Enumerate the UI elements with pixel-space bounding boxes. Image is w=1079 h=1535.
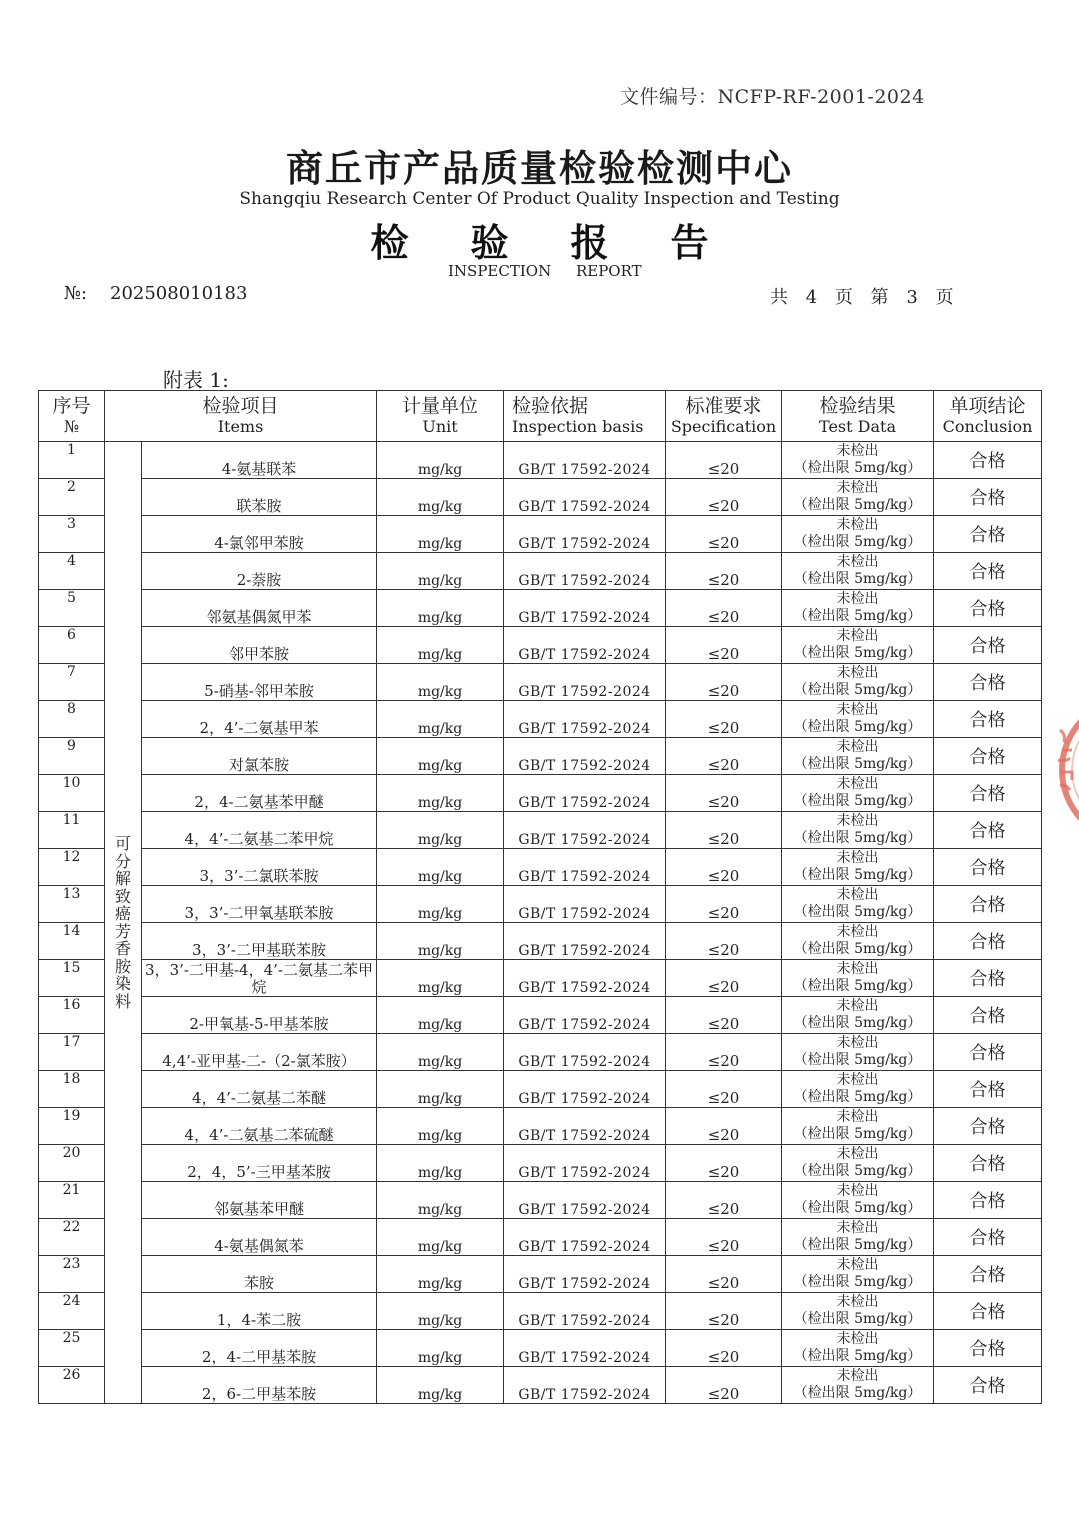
header-items: 检验项目 Items xyxy=(105,391,377,442)
spec-cell: ≤20 xyxy=(666,849,782,886)
detection-limit: （检出限 5mg/kg） xyxy=(793,867,922,883)
result-value: 未检出 xyxy=(836,998,879,1014)
spec-cell: ≤20 xyxy=(666,886,782,923)
organization-name-cn: 商丘市产品质量检验检测中心 xyxy=(286,146,793,190)
unit-cell: mg/kg xyxy=(377,479,504,516)
category-char: 癌 xyxy=(114,904,131,923)
result-cell xyxy=(782,1219,934,1256)
detection-limit: （检出限 5mg/kg） xyxy=(793,608,922,624)
result-value: 未检出 xyxy=(836,443,879,459)
spec-cell: ≤20 xyxy=(666,1367,782,1404)
unit-cell: mg/kg xyxy=(377,960,504,997)
conclusion-cell: 合格 xyxy=(934,775,1042,812)
table-row xyxy=(39,1145,1042,1182)
table-row xyxy=(39,1108,1042,1145)
conclusion-cell: 合格 xyxy=(934,886,1042,923)
basis-cell: GB/T 17592-2024 xyxy=(504,775,666,812)
conclusion-cell: 合格 xyxy=(934,1182,1042,1219)
unit-cell: mg/kg xyxy=(377,1256,504,1293)
row-number: 4 xyxy=(39,553,105,590)
table-row xyxy=(39,1330,1042,1367)
conclusion-cell: 合格 xyxy=(934,1256,1042,1293)
spec-cell: ≤20 xyxy=(666,590,782,627)
row-number: 18 xyxy=(39,1071,105,1108)
row-number: 1 xyxy=(39,442,105,479)
conclusion-cell: 合格 xyxy=(934,923,1042,960)
table-row xyxy=(39,886,1042,923)
detection-limit: （检出限 5mg/kg） xyxy=(793,682,922,698)
basis-cell: GB/T 17592-2024 xyxy=(504,738,666,775)
result-cell xyxy=(782,627,934,664)
result-value: 未检出 xyxy=(836,1331,879,1347)
result-cell xyxy=(782,1256,934,1293)
spec-cell: ≤20 xyxy=(666,664,782,701)
header-spec: 标准要求 Specification xyxy=(666,391,782,442)
basis-cell: GB/T 17592-2024 xyxy=(504,442,666,479)
category-char: 可 xyxy=(114,834,131,853)
spec-cell: ≤20 xyxy=(666,701,782,738)
row-number: 11 xyxy=(39,812,105,849)
unit-cell: mg/kg xyxy=(377,1182,504,1219)
unit-cell: mg/kg xyxy=(377,516,504,553)
result-cell xyxy=(782,479,934,516)
unit-cell: mg/kg xyxy=(377,664,504,701)
unit-cell: mg/kg xyxy=(377,738,504,775)
inspection-table xyxy=(38,390,1042,1404)
table-row xyxy=(39,775,1042,812)
spec-cell: ≤20 xyxy=(666,516,782,553)
result-value: 未检出 xyxy=(836,517,879,533)
conclusion-cell: 合格 xyxy=(934,1145,1042,1182)
spec-cell: ≤20 xyxy=(666,812,782,849)
header-basis: 检验依据 Inspection basis xyxy=(504,391,666,442)
unit-cell: mg/kg xyxy=(377,1034,504,1071)
result-value: 未检出 xyxy=(836,480,879,496)
result-value: 未检出 xyxy=(836,1072,879,1088)
appendix-label: 附表 1: xyxy=(163,368,229,392)
unit-cell: mg/kg xyxy=(377,1293,504,1330)
item-name: 2，4-二氨基苯甲醚 xyxy=(142,775,377,812)
detection-limit: （检出限 5mg/kg） xyxy=(793,497,922,513)
unit-cell: mg/kg xyxy=(377,886,504,923)
unit-cell: mg/kg xyxy=(377,997,504,1034)
conclusion-cell: 合格 xyxy=(934,553,1042,590)
basis-cell: GB/T 17592-2024 xyxy=(504,701,666,738)
row-number: 13 xyxy=(39,886,105,923)
conclusion-cell: 合格 xyxy=(934,1108,1042,1145)
unit-cell: mg/kg xyxy=(377,849,504,886)
detection-limit: （检出限 5mg/kg） xyxy=(793,571,922,587)
result-value: 未检出 xyxy=(836,665,879,681)
detection-limit: （检出限 5mg/kg） xyxy=(793,941,922,957)
category-char: 料 xyxy=(114,991,131,1011)
basis-cell: GB/T 17592-2024 xyxy=(504,1034,666,1071)
basis-cell: GB/T 17592-2024 xyxy=(504,664,666,701)
basis-cell: GB/T 17592-2024 xyxy=(504,1219,666,1256)
detection-limit: （检出限 5mg/kg） xyxy=(793,1274,922,1290)
row-number: 9 xyxy=(39,738,105,775)
title-char: 告 xyxy=(670,220,709,265)
conclusion-cell: 合格 xyxy=(934,997,1042,1034)
basis-cell: GB/T 17592-2024 xyxy=(504,1330,666,1367)
result-value: 未检出 xyxy=(836,1220,879,1236)
item-name: 3，3’-二甲氧基联苯胺 xyxy=(142,886,377,923)
page-info: 共 4 页 第 3 页 xyxy=(770,287,954,308)
result-cell xyxy=(782,1330,934,1367)
detection-limit: （检出限 5mg/kg） xyxy=(793,756,922,772)
basis-cell: GB/T 17592-2024 xyxy=(504,1182,666,1219)
conclusion-cell: 合格 xyxy=(934,479,1042,516)
detection-limit: （检出限 5mg/kg） xyxy=(793,1126,922,1142)
item-name: 5-硝基-邻甲苯胺 xyxy=(142,664,377,701)
result-value: 未检出 xyxy=(836,1146,879,1162)
row-number: 25 xyxy=(39,1330,105,1367)
title-char: 报 xyxy=(570,220,609,265)
row-number: 10 xyxy=(39,775,105,812)
row-number: 6 xyxy=(39,627,105,664)
spec-cell: ≤20 xyxy=(666,923,782,960)
row-number: 8 xyxy=(39,701,105,738)
detection-limit: （检出限 5mg/kg） xyxy=(793,1089,922,1105)
conclusion-cell: 合格 xyxy=(934,442,1042,479)
result-value: 未检出 xyxy=(836,813,879,829)
basis-cell: GB/T 17592-2024 xyxy=(504,886,666,923)
table-row xyxy=(39,812,1042,849)
result-value: 未检出 xyxy=(836,887,879,903)
result-value: 未检出 xyxy=(836,961,879,977)
result-value: 未检出 xyxy=(836,924,879,940)
item-name: 3，3’-二甲基联苯胺 xyxy=(142,923,377,960)
result-value: 未检出 xyxy=(836,1183,879,1199)
result-value: 未检出 xyxy=(836,739,879,755)
title-char: 验 xyxy=(470,220,509,265)
result-cell xyxy=(782,1145,934,1182)
item-name: 4，4’-二氨基二苯醚 xyxy=(142,1071,377,1108)
detection-limit: （检出限 5mg/kg） xyxy=(793,830,922,846)
result-value: 未检出 xyxy=(836,628,879,644)
result-cell xyxy=(782,553,934,590)
conclusion-cell: 合格 xyxy=(934,701,1042,738)
row-number: 5 xyxy=(39,590,105,627)
detection-limit: （检出限 5mg/kg） xyxy=(793,1015,922,1031)
basis-cell: GB/T 17592-2024 xyxy=(504,1293,666,1330)
spec-cell: ≤20 xyxy=(666,775,782,812)
report-title-en: INSPECTION REPORT xyxy=(448,262,642,280)
row-number: 7 xyxy=(39,664,105,701)
row-number: 16 xyxy=(39,997,105,1034)
unit-cell: mg/kg xyxy=(377,1330,504,1367)
unit-cell: mg/kg xyxy=(377,1219,504,1256)
unit-cell: mg/kg xyxy=(377,590,504,627)
row-number: 3 xyxy=(39,516,105,553)
unit-cell: mg/kg xyxy=(377,1071,504,1108)
result-value: 未检出 xyxy=(836,1257,879,1273)
table-row xyxy=(39,627,1042,664)
result-cell xyxy=(782,812,934,849)
table-row xyxy=(39,960,1042,997)
item-name: 4，4’-二氨基二苯硫醚 xyxy=(142,1108,377,1145)
detection-limit: （检出限 5mg/kg） xyxy=(793,1237,922,1253)
table-row xyxy=(39,701,1042,738)
item-name: 2，6-二甲基苯胺 xyxy=(142,1367,377,1404)
result-cell xyxy=(782,1034,934,1071)
row-number: 23 xyxy=(39,1256,105,1293)
table-row xyxy=(39,479,1042,516)
table-row xyxy=(39,1182,1042,1219)
result-cell xyxy=(782,664,934,701)
item-name: 4，4’-二氨基二苯甲烷 xyxy=(142,812,377,849)
spec-cell: ≤20 xyxy=(666,960,782,997)
basis-cell: GB/T 17592-2024 xyxy=(504,553,666,590)
table-row xyxy=(39,1256,1042,1293)
table-header-row xyxy=(39,391,1042,442)
item-name: 2-甲氧基-5-甲基苯胺 xyxy=(142,997,377,1034)
row-number: 21 xyxy=(39,1182,105,1219)
detection-limit: （检出限 5mg/kg） xyxy=(793,904,922,920)
row-number: 14 xyxy=(39,923,105,960)
unit-cell: mg/kg xyxy=(377,775,504,812)
result-value: 未检出 xyxy=(836,591,879,607)
conclusion-cell: 合格 xyxy=(934,664,1042,701)
header-result: 检验结果 Test Data xyxy=(782,391,934,442)
result-value: 未检出 xyxy=(836,554,879,570)
spec-cell: ≤20 xyxy=(666,442,782,479)
item-name: 邻氨基偶氮甲苯 xyxy=(142,590,377,627)
header-unit: 计量单位 Unit xyxy=(377,391,504,442)
result-value: 未检出 xyxy=(836,702,879,718)
basis-cell: GB/T 17592-2024 xyxy=(504,997,666,1034)
item-name: 邻氨基苯甲醚 xyxy=(142,1182,377,1219)
detection-limit: （检出限 5mg/kg） xyxy=(793,645,922,661)
conclusion-cell: 合格 xyxy=(934,960,1042,997)
header-no: 序号 № xyxy=(39,391,105,442)
category-label xyxy=(105,442,142,1404)
unit-cell: mg/kg xyxy=(377,1145,504,1182)
unit-cell: mg/kg xyxy=(377,923,504,960)
basis-cell: GB/T 17592-2024 xyxy=(504,1145,666,1182)
row-number: 20 xyxy=(39,1145,105,1182)
unit-cell: mg/kg xyxy=(377,553,504,590)
basis-cell: GB/T 17592-2024 xyxy=(504,812,666,849)
header-conclusion: 单项结论 Conclusion xyxy=(934,391,1042,442)
detection-limit: （检出限 5mg/kg） xyxy=(793,1163,922,1179)
result-cell xyxy=(782,997,934,1034)
conclusion-cell: 合格 xyxy=(934,1293,1042,1330)
result-cell xyxy=(782,849,934,886)
detection-limit: （检出限 5mg/kg） xyxy=(793,978,922,994)
unit-cell: mg/kg xyxy=(377,627,504,664)
spec-cell: ≤20 xyxy=(666,1293,782,1330)
category-char: 致 xyxy=(114,886,131,906)
detection-limit: （检出限 5mg/kg） xyxy=(793,534,922,550)
item-name: 苯胺 xyxy=(142,1256,377,1293)
basis-cell: GB/T 17592-2024 xyxy=(504,1367,666,1404)
basis-cell: GB/T 17592-2024 xyxy=(504,479,666,516)
conclusion-cell: 合格 xyxy=(934,1330,1042,1367)
detection-limit: （检出限 5mg/kg） xyxy=(793,1200,922,1216)
result-cell xyxy=(782,1108,934,1145)
basis-cell: GB/T 17592-2024 xyxy=(504,627,666,664)
result-cell xyxy=(782,1182,934,1219)
table-row xyxy=(39,1293,1042,1330)
table-row xyxy=(39,664,1042,701)
table-row xyxy=(39,1219,1042,1256)
conclusion-cell: 合格 xyxy=(934,627,1042,664)
row-number: 22 xyxy=(39,1219,105,1256)
spec-cell: ≤20 xyxy=(666,627,782,664)
basis-cell: GB/T 17592-2024 xyxy=(504,1256,666,1293)
result-cell xyxy=(782,701,934,738)
conclusion-cell: 合格 xyxy=(934,738,1042,775)
result-value: 未检出 xyxy=(836,1035,879,1051)
detection-limit: （检出限 5mg/kg） xyxy=(793,1052,922,1068)
spec-cell: ≤20 xyxy=(666,1108,782,1145)
result-cell xyxy=(782,886,934,923)
row-number: 19 xyxy=(39,1108,105,1145)
conclusion-cell: 合格 xyxy=(934,1367,1042,1404)
item-name: 4-氯邻甲苯胺 xyxy=(142,516,377,553)
spec-cell: ≤20 xyxy=(666,479,782,516)
item-name: 联苯胺 xyxy=(142,479,377,516)
category-char: 分 xyxy=(114,851,131,871)
basis-cell: GB/T 17592-2024 xyxy=(504,1071,666,1108)
spec-cell: ≤20 xyxy=(666,1256,782,1293)
category-char: 胺 xyxy=(114,956,131,976)
result-cell xyxy=(782,775,934,812)
basis-cell: GB/T 17592-2024 xyxy=(504,849,666,886)
unit-cell: mg/kg xyxy=(377,1108,504,1145)
conclusion-cell: 合格 xyxy=(934,849,1042,886)
unit-cell: mg/kg xyxy=(377,1367,504,1404)
spec-cell: ≤20 xyxy=(666,1145,782,1182)
spec-cell: ≤20 xyxy=(666,738,782,775)
report-number: 202508010183 xyxy=(110,283,248,304)
conclusion-cell: 合格 xyxy=(934,590,1042,627)
unit-cell: mg/kg xyxy=(377,442,504,479)
item-name: 2，4，5’-三甲基苯胺 xyxy=(142,1145,377,1182)
basis-cell: GB/T 17592-2024 xyxy=(504,1108,666,1145)
item-name: 2，4’-二氨基甲苯 xyxy=(142,701,377,738)
table-row xyxy=(39,997,1042,1034)
result-cell xyxy=(782,960,934,997)
item-name: 对氯苯胺 xyxy=(142,738,377,775)
item-name: 1，4-苯二胺 xyxy=(142,1293,377,1330)
result-cell xyxy=(782,1293,934,1330)
result-value: 未检出 xyxy=(836,850,879,866)
table-row xyxy=(39,590,1042,627)
table-row xyxy=(39,553,1042,590)
item-name: 邻甲苯胺 xyxy=(142,627,377,664)
category-char: 解 xyxy=(114,869,131,888)
spec-cell: ≤20 xyxy=(666,1034,782,1071)
category-char: 香 xyxy=(114,939,131,958)
row-number: 17 xyxy=(39,1034,105,1071)
conclusion-cell: 合格 xyxy=(934,1219,1042,1256)
basis-cell: GB/T 17592-2024 xyxy=(504,960,666,997)
row-number: 24 xyxy=(39,1293,105,1330)
item-name: 4-氨基联苯 xyxy=(142,442,377,479)
result-cell xyxy=(782,442,934,479)
basis-cell: GB/T 17592-2024 xyxy=(504,516,666,553)
report-number-label: №: xyxy=(64,283,88,304)
row-number: 15 xyxy=(39,960,105,997)
detection-limit: （检出限 5mg/kg） xyxy=(793,793,922,809)
result-cell xyxy=(782,738,934,775)
result-value: 未检出 xyxy=(836,1294,879,1310)
detection-limit: （检出限 5mg/kg） xyxy=(793,1385,922,1401)
table-row xyxy=(39,516,1042,553)
spec-cell: ≤20 xyxy=(666,1219,782,1256)
result-cell xyxy=(782,923,934,960)
row-number: 12 xyxy=(39,849,105,886)
detection-limit: （检出限 5mg/kg） xyxy=(793,1311,922,1327)
result-cell xyxy=(782,1367,934,1404)
table-row xyxy=(39,849,1042,886)
result-cell xyxy=(782,590,934,627)
table-row xyxy=(39,442,1042,479)
conclusion-cell: 合格 xyxy=(934,1071,1042,1108)
row-number: 26 xyxy=(39,1367,105,1404)
spec-cell: ≤20 xyxy=(666,997,782,1034)
conclusion-cell: 合格 xyxy=(934,812,1042,849)
item-name: 3，3’-二甲基-4，4’-二氨基二苯甲烷 xyxy=(142,960,377,997)
official-seal-stamp xyxy=(1054,690,1079,850)
result-value: 未检出 xyxy=(836,1368,879,1384)
unit-cell: mg/kg xyxy=(377,812,504,849)
item-name: 3，3’-二氯联苯胺 xyxy=(142,849,377,886)
result-value: 未检出 xyxy=(836,776,879,792)
detection-limit: （检出限 5mg/kg） xyxy=(793,719,922,735)
result-cell xyxy=(782,516,934,553)
category-char: 芳 xyxy=(114,921,131,941)
spec-cell: ≤20 xyxy=(666,553,782,590)
file-number: 文件编号：NCFP-RF-2001-2024 xyxy=(620,86,925,108)
table-row xyxy=(39,1034,1042,1071)
row-number: 2 xyxy=(39,479,105,516)
unit-cell: mg/kg xyxy=(377,701,504,738)
table-row xyxy=(39,1071,1042,1108)
table-row xyxy=(39,738,1042,775)
spec-cell: ≤20 xyxy=(666,1071,782,1108)
item-name: 4,4’-亚甲基-二-（2-氯苯胺） xyxy=(142,1034,377,1071)
item-name: 4-氨基偶氮苯 xyxy=(142,1219,377,1256)
basis-cell: GB/T 17592-2024 xyxy=(504,590,666,627)
basis-cell: GB/T 17592-2024 xyxy=(504,923,666,960)
report-title-cn xyxy=(0,212,1079,267)
category-char: 染 xyxy=(114,974,131,993)
detection-limit: （检出限 5mg/kg） xyxy=(793,460,922,476)
conclusion-cell: 合格 xyxy=(934,1034,1042,1071)
table-row xyxy=(39,923,1042,960)
spec-cell: ≤20 xyxy=(666,1182,782,1219)
conclusion-cell: 合格 xyxy=(934,516,1042,553)
table-row xyxy=(39,1367,1042,1404)
item-name: 2-萘胺 xyxy=(142,553,377,590)
result-cell xyxy=(782,1071,934,1108)
spec-cell: ≤20 xyxy=(666,1330,782,1367)
title-char: 检 xyxy=(370,220,409,265)
detection-limit: （检出限 5mg/kg） xyxy=(793,1348,922,1364)
organization-name-en: Shangqiu Research Center Of Product Quality Inspection and Testing xyxy=(239,189,840,209)
item-name: 2，4-二甲基苯胺 xyxy=(142,1330,377,1367)
result-value: 未检出 xyxy=(836,1109,879,1125)
